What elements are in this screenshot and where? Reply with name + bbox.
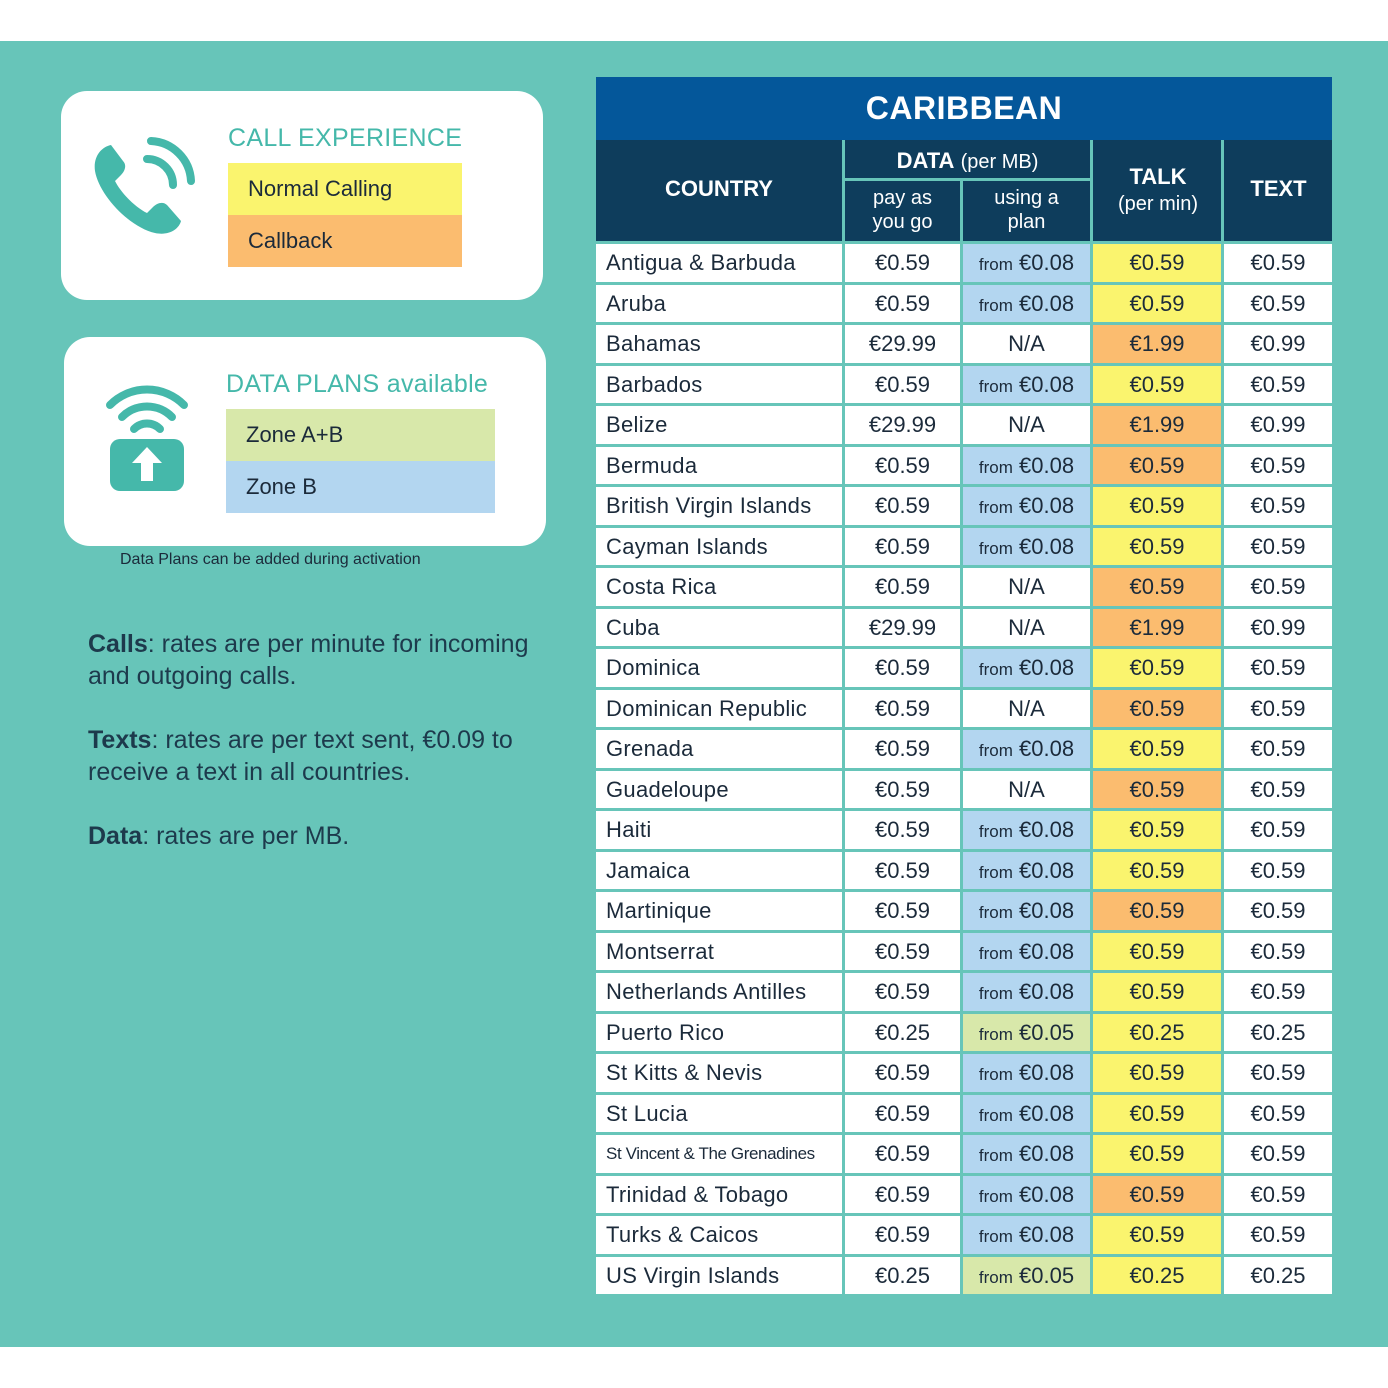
data-plan-cell [963,1095,1090,1133]
plan-value: €0.08 [1019,857,1075,883]
plan-value: €0.08 [1019,371,1075,397]
data-plan-cell [963,690,1090,728]
table-row [596,811,1332,849]
country-cell: Martinique [596,892,842,930]
rates-panel [0,41,1388,1347]
from-label: from [978,1186,1013,1206]
text-cell: €0.59 [1224,730,1332,768]
plan-value: €0.08 [1019,1141,1075,1166]
data-plan-cell [963,447,1090,485]
talk-cell: €0.59 [1093,933,1221,971]
table-row [596,285,1332,323]
talk-cell: €0.59 [1093,811,1221,849]
plan-value: N/A [1008,776,1045,802]
plan-value: €0.08 [1019,533,1075,559]
plan-value: €0.08 [1019,1060,1075,1085]
from-label: from [978,538,1013,558]
plan-value: N/A [1008,412,1045,437]
talk-cell: €0.59 [1093,1095,1221,1133]
callback-swatch: Callback [228,215,462,267]
from-label: from [978,660,1013,679]
country-cell: Dominica [596,649,842,687]
pay-as-you-go-cell: €0.59 [845,447,960,485]
country-cell: Jamaica [596,852,842,890]
country-cell: Antigua & Barbuda [596,244,842,282]
data-plan-cell [963,609,1090,647]
header-pay-as-you-go: pay as you go [872,187,933,233]
country-cell: Turks & Caicos [596,1216,842,1254]
plan-value: €0.08 [1019,938,1075,964]
data-plan-cell [963,892,1090,930]
talk-cell: €0.59 [1093,487,1221,525]
text-cell: €0.59 [1224,366,1332,404]
text-cell: €0.59 [1224,690,1332,728]
talk-cell: €0.59 [1093,649,1221,687]
pay-as-you-go-cell: €0.59 [845,811,960,849]
country-cell: Aruba [596,285,842,323]
talk-cell: €0.59 [1093,528,1221,566]
header-talk: TALK (per min) [1117,164,1198,215]
pay-as-you-go-cell: €29.99 [845,406,960,444]
from-label: from [978,984,1013,1003]
table-row [596,568,1332,606]
text-cell: €0.59 [1224,811,1332,849]
text-cell: €0.99 [1224,609,1332,647]
table-row [596,730,1332,768]
call-experience-title: CALL EXPERIENCE [228,124,463,152]
plan-value: €0.08 [1019,493,1075,518]
table-row [596,1176,1332,1214]
phone-icon [89,133,199,243]
plan-value: N/A [1008,574,1045,599]
from-label: from [978,741,1013,760]
text-cell: €0.59 [1224,892,1332,930]
pay-as-you-go-cell: €0.59 [845,487,960,525]
plan-value: €0.08 [1019,979,1075,1004]
texts-info: Texts: rates are per text sent, €0.09 to receive a text in all countries. [88,726,513,786]
data-plan-cell [963,1014,1090,1052]
pay-as-you-go-cell: €0.59 [845,892,960,930]
talk-cell: €0.25 [1093,1257,1221,1295]
plan-value: €0.08 [1019,655,1075,680]
talk-cell: €0.59 [1093,973,1221,1011]
text-cell: €0.59 [1224,771,1332,809]
from-label: from [978,1267,1013,1287]
from-label: from [978,1227,1013,1246]
text-cell: €0.59 [1224,285,1332,323]
table-row [596,1135,1332,1173]
plan-value: €0.08 [1019,250,1075,275]
data-plans-legend [64,337,546,546]
text-cell: €0.59 [1224,1216,1332,1254]
table-row [596,771,1332,809]
country-cell: Cuba [596,609,842,647]
from-label: from [978,1024,1013,1044]
from-label: from [978,255,1013,274]
pay-as-you-go-cell: €0.59 [845,568,960,606]
pay-as-you-go-cell: €0.59 [845,852,960,890]
table-row [596,973,1332,1011]
talk-cell: €0.59 [1093,447,1221,485]
header-data: DATA (per MB) [896,148,1039,173]
from-label: from [978,295,1013,315]
data-plan-cell [963,406,1090,444]
talk-cell: €1.99 [1093,325,1221,363]
text-cell: €0.59 [1224,1176,1332,1214]
from-label: from [978,457,1013,477]
data-plan-cell [963,528,1090,566]
talk-cell: €0.59 [1093,771,1221,809]
data-plan-cell [963,1135,1090,1173]
talk-cell: €1.99 [1093,406,1221,444]
country-cell: Bahamas [596,325,842,363]
from-label: from [978,1065,1013,1084]
plan-value: N/A [1008,331,1045,356]
data-plan-cell [963,852,1090,890]
country-cell: Bermuda [596,447,842,485]
data-plan-cell [963,487,1090,525]
country-cell: Belize [596,406,842,444]
from-label: from [978,376,1013,396]
text-cell: €0.59 [1224,649,1332,687]
data-plan-cell [963,366,1090,404]
data-plan-cell [963,1257,1090,1295]
country-cell: Puerto Rico [596,1014,842,1052]
talk-cell: €0.59 [1093,852,1221,890]
data-plan-cell [963,933,1090,971]
caribbean-rate-table [596,77,1332,1294]
pay-as-you-go-cell: €0.59 [845,649,960,687]
from-label: from [978,1146,1013,1165]
text-cell: €0.59 [1224,568,1332,606]
talk-cell: €0.59 [1093,892,1221,930]
pay-as-you-go-cell: €0.59 [845,1135,960,1173]
table-row [596,649,1332,687]
table-row [596,325,1332,363]
data-plan-cell [963,285,1090,323]
talk-cell: €0.59 [1093,1216,1221,1254]
data-plan-cell [963,325,1090,363]
header-text: TEXT [1250,176,1307,201]
talk-cell: €0.59 [1093,366,1221,404]
from-label: from [978,1105,1013,1125]
pay-as-you-go-cell: €0.59 [845,771,960,809]
country-cell: Grenada [596,730,842,768]
table-header [596,140,1332,241]
plan-value: €0.08 [1019,452,1075,478]
text-cell: €0.59 [1224,852,1332,890]
call-experience-legend [61,91,543,300]
country-cell: British Virgin Islands [596,487,842,525]
plan-value: €0.08 [1019,898,1075,923]
from-label: from [978,822,1013,841]
data-plan-cell [963,1176,1090,1214]
pay-as-you-go-cell: €29.99 [845,325,960,363]
country-cell: Dominican Republic [596,690,842,728]
table-row [596,609,1332,647]
plan-value: €0.08 [1019,817,1075,842]
country-cell: St Lucia [596,1095,842,1133]
country-cell: Haiti [596,811,842,849]
plan-value: N/A [1008,614,1045,640]
table-row [596,1054,1332,1092]
pay-as-you-go-cell: €0.59 [845,1176,960,1214]
data-plan-cell [963,649,1090,687]
pay-as-you-go-cell: €29.99 [845,609,960,647]
pay-as-you-go-cell: €0.59 [845,244,960,282]
from-label: from [978,943,1013,963]
table-body [596,244,1332,1294]
data-plan-cell [963,1216,1090,1254]
header-using-a-plan: using a plan [994,187,1059,233]
country-cell: US Virgin Islands [596,1257,842,1295]
talk-cell: €0.59 [1093,730,1221,768]
data-plan-cell [963,568,1090,606]
text-cell: €0.59 [1224,933,1332,971]
text-cell: €0.99 [1224,325,1332,363]
table-row [596,447,1332,485]
pay-as-you-go-cell: €0.59 [845,1095,960,1133]
calls-info: Calls: rates are per minute for incoming and outgoing calls. [88,630,529,690]
pay-as-you-go-cell: €0.59 [845,973,960,1011]
data-plan-cell [963,730,1090,768]
text-cell: €0.25 [1224,1257,1332,1295]
talk-cell: €0.59 [1093,690,1221,728]
country-cell: Costa Rica [596,568,842,606]
text-cell: €0.59 [1224,528,1332,566]
table-title: CARIBBEAN [596,77,1332,140]
table-row [596,1216,1332,1254]
country-cell: Montserrat [596,933,842,971]
data-plans-title: DATA PLANS available [226,370,489,398]
text-cell: €0.59 [1224,1135,1332,1173]
pay-as-you-go-cell: €0.25 [845,1257,960,1295]
talk-cell: €0.25 [1093,1014,1221,1052]
plan-value: €0.08 [1019,290,1075,316]
table-row [596,244,1332,282]
text-cell: €0.99 [1224,406,1332,444]
country-cell: Guadeloupe [596,771,842,809]
text-cell: €0.59 [1224,1095,1332,1133]
data-plan-cell [963,244,1090,282]
plan-value: €0.05 [1019,1262,1075,1288]
data-info: Data: rates are per MB. [88,822,350,850]
wifi-upload-icon [102,375,192,495]
talk-cell: €0.59 [1093,1135,1221,1173]
table-row [596,690,1332,728]
data-plans-note: Data Plans can be added during activation [120,551,421,568]
table-row [596,1257,1332,1295]
talk-cell: €0.59 [1093,568,1221,606]
country-cell: Cayman Islands [596,528,842,566]
country-cell: St Vincent & The Grenadines [596,1135,842,1173]
plan-value: €0.08 [1019,1100,1075,1126]
table-row [596,487,1332,525]
zone-b-swatch: Zone B [226,461,495,513]
table-row [596,1014,1332,1052]
text-cell: €0.59 [1224,447,1332,485]
table-row [596,528,1332,566]
plan-value: €0.08 [1019,1222,1075,1247]
data-plan-cell [963,1054,1090,1092]
plan-value: €0.08 [1019,1181,1075,1207]
table-row [596,366,1332,404]
data-plan-cell [963,811,1090,849]
table-row [596,852,1332,890]
pay-as-you-go-cell: €0.59 [845,366,960,404]
text-cell: €0.59 [1224,487,1332,525]
country-cell: Barbados [596,366,842,404]
text-cell: €0.59 [1224,1054,1332,1092]
data-plan-cell [963,973,1090,1011]
plan-value: N/A [1008,695,1045,721]
header-country: COUNTRY [665,176,773,201]
pay-as-you-go-cell: €0.25 [845,1014,960,1052]
pay-as-you-go-cell: €0.59 [845,690,960,728]
pay-as-you-go-cell: €0.59 [845,933,960,971]
talk-cell: €0.59 [1093,285,1221,323]
from-label: from [978,862,1013,882]
table-row [596,933,1332,971]
normal-calling-swatch: Normal Calling [228,163,462,215]
data-plan-cell [963,771,1090,809]
pay-as-you-go-cell: €0.59 [845,285,960,323]
text-cell: €0.59 [1224,973,1332,1011]
pay-as-you-go-cell: €0.59 [845,1054,960,1092]
table-row [596,1095,1332,1133]
table-row [596,892,1332,930]
table-row [596,406,1332,444]
pay-as-you-go-cell: €0.59 [845,1216,960,1254]
from-label: from [978,498,1013,517]
talk-cell: €1.99 [1093,609,1221,647]
text-cell: €0.59 [1224,244,1332,282]
zone-ab-swatch: Zone A+B [226,409,495,461]
pay-as-you-go-cell: €0.59 [845,528,960,566]
plan-value: €0.08 [1019,736,1075,761]
talk-cell: €0.59 [1093,1054,1221,1092]
country-cell: St Kitts & Nevis [596,1054,842,1092]
pay-as-you-go-cell: €0.59 [845,730,960,768]
country-cell: Netherlands Antilles [596,973,842,1011]
talk-cell: €0.59 [1093,1176,1221,1214]
talk-cell: €0.59 [1093,244,1221,282]
plan-value: €0.05 [1019,1019,1075,1045]
from-label: from [978,903,1013,922]
country-cell: Trinidad & Tobago [596,1176,842,1214]
text-cell: €0.25 [1224,1014,1332,1052]
